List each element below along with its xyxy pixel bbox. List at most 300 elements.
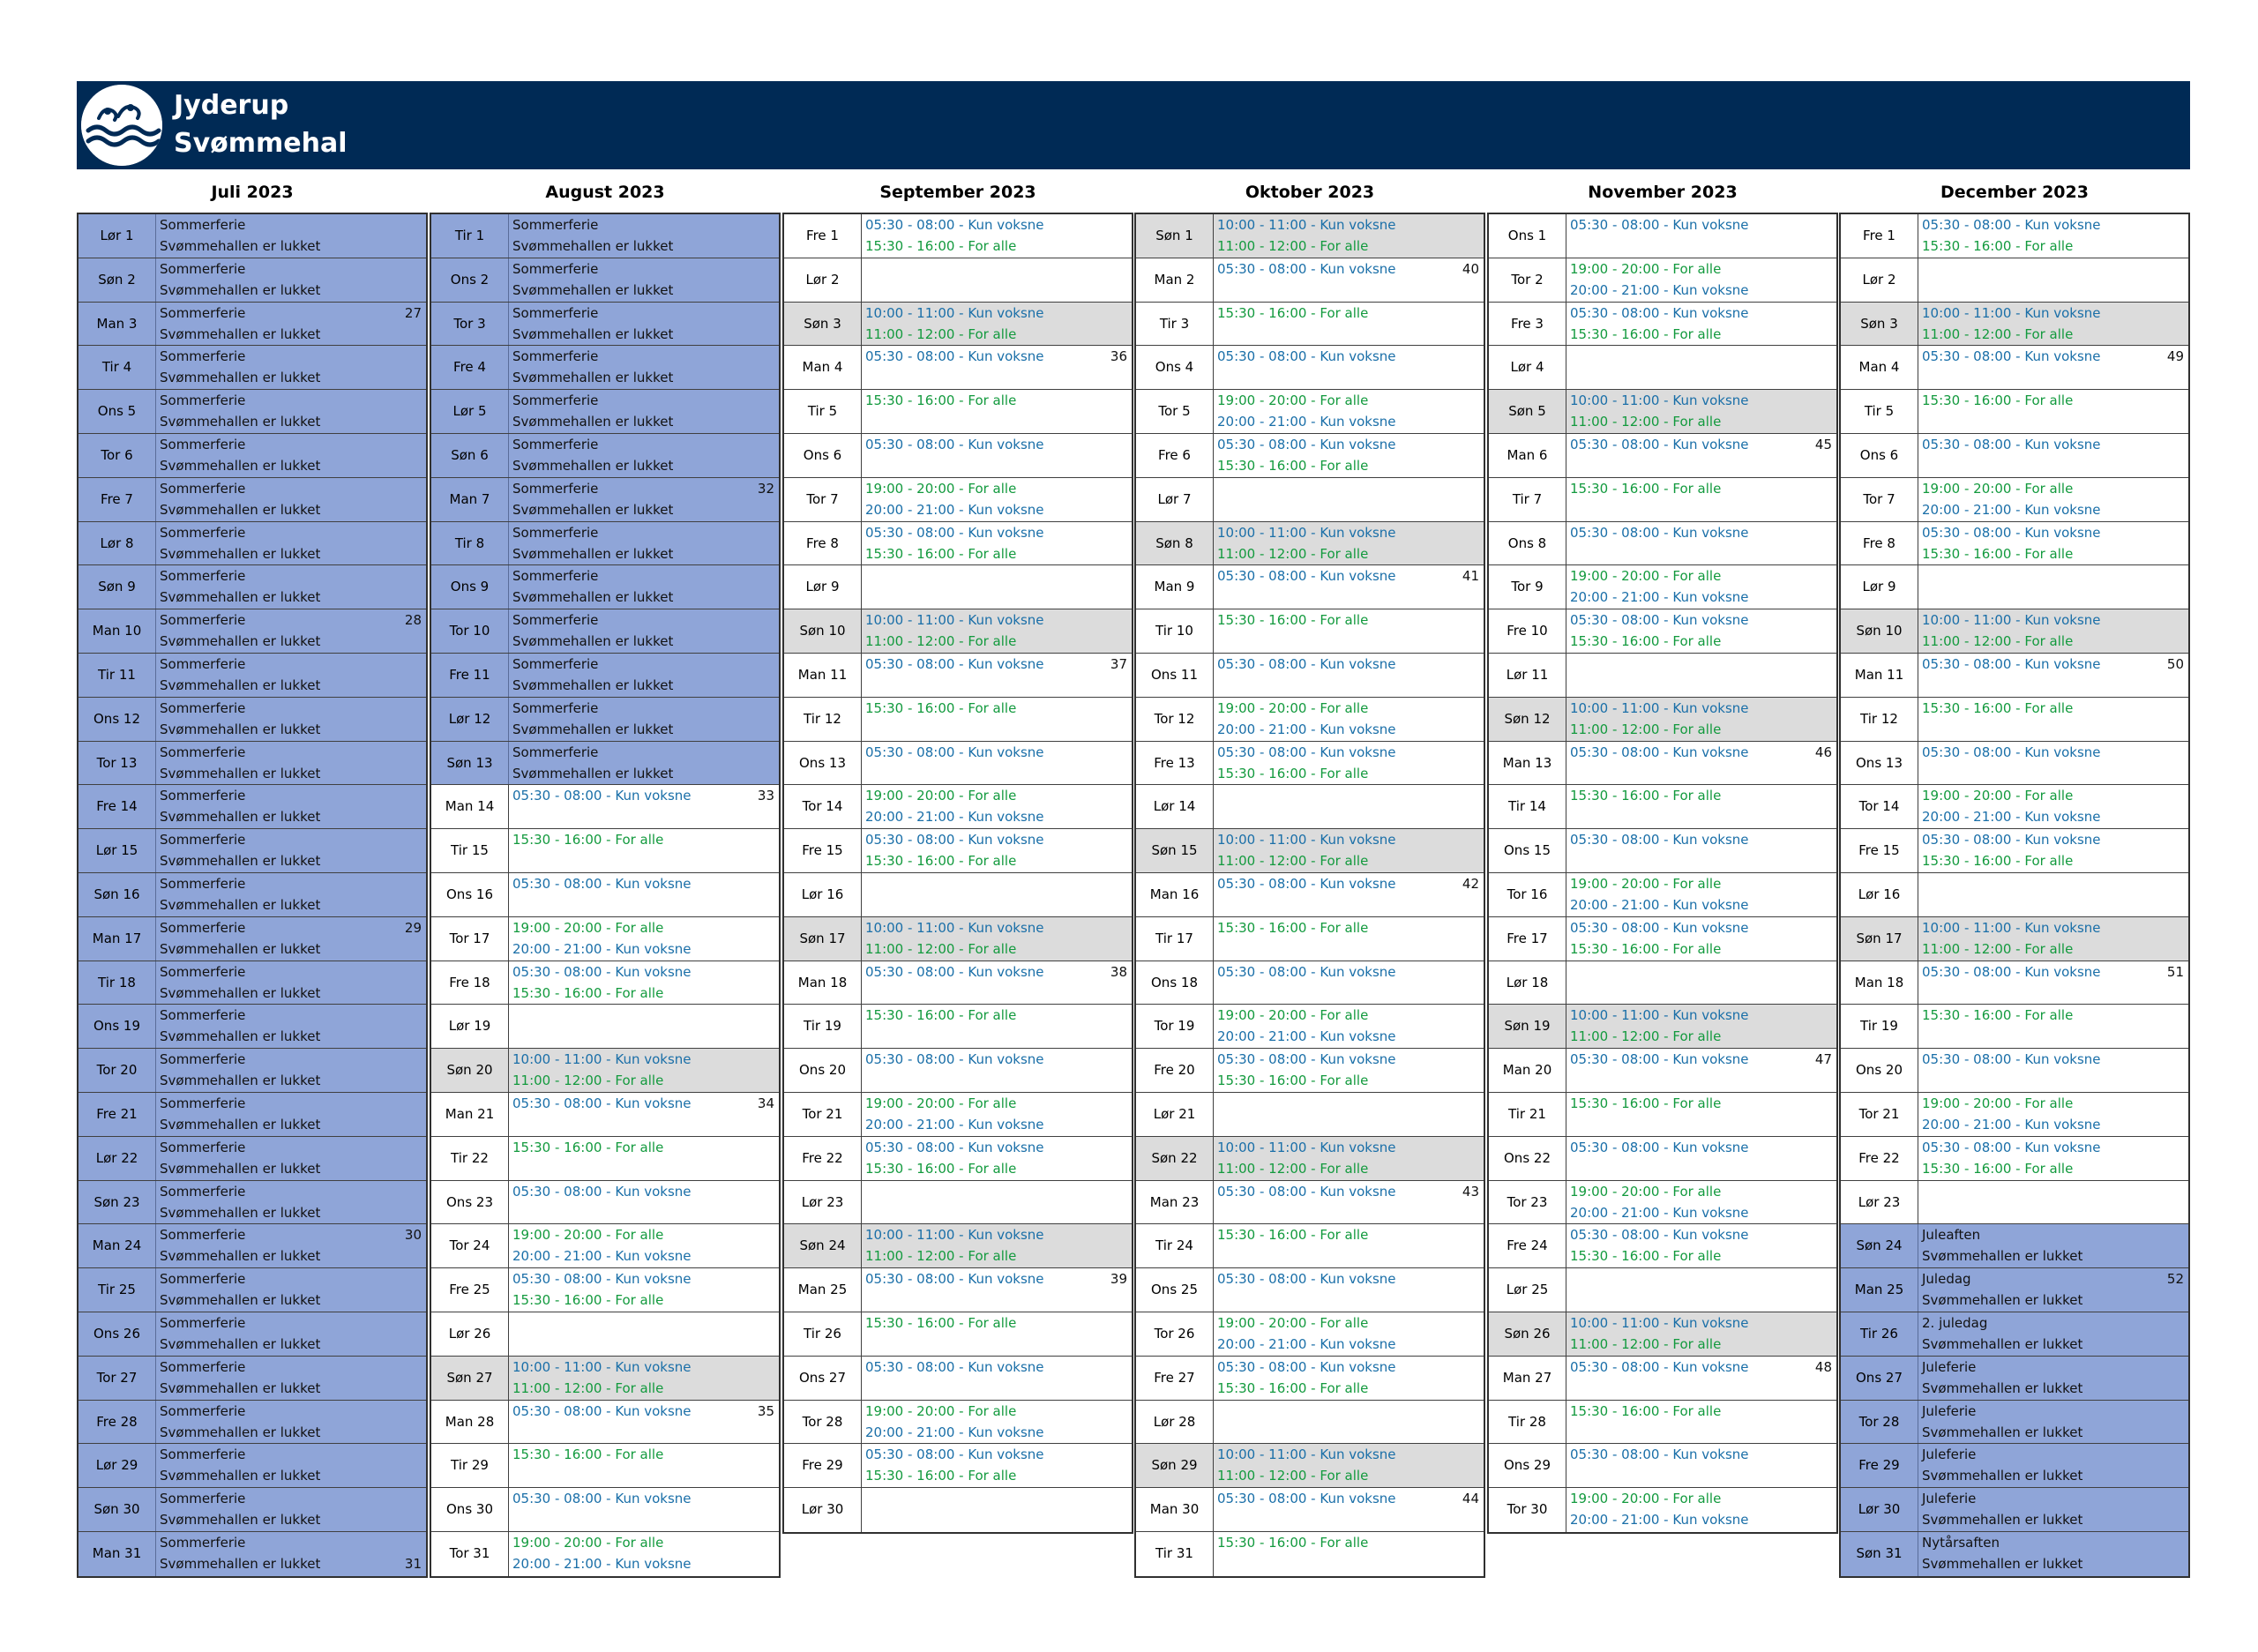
day-row <box>79 1224 426 1268</box>
day-row <box>784 1137 1132 1181</box>
schedule-line-2: 20:00 - 21:00 - Kun voksne <box>1217 414 1396 430</box>
schedule-line-2: Svømmehallen er lukket <box>512 457 674 474</box>
schedule-line-1: 10:00 - 11:00 - Kun voksne <box>1570 392 1749 409</box>
day-schedule <box>509 1488 779 1531</box>
schedule-line-2: Svømmehallen er lukket <box>1922 1248 2083 1265</box>
day-label: Lør 26 <box>431 1312 509 1356</box>
day-label: Tir 4 <box>79 346 156 389</box>
day-label: Ons 16 <box>431 873 509 916</box>
week-number: 48 <box>1814 1358 1832 1375</box>
schedule-line-2: Svømmehallen er lukket <box>512 589 674 606</box>
day-schedule <box>156 1093 426 1136</box>
day-row <box>431 434 779 478</box>
day-row <box>1136 303 1484 347</box>
schedule-line-2: 15:30 - 16:00 - For alle <box>1570 1248 1722 1265</box>
day-row <box>1841 434 2188 478</box>
day-schedule <box>509 1093 779 1136</box>
schedule-line-1: 05:30 - 08:00 - Kun voksne <box>512 1402 692 1419</box>
schedule-line-1: 05:30 - 08:00 - Kun voksne <box>865 1139 1044 1155</box>
week-number: 44 <box>1462 1491 1479 1507</box>
week-number: 33 <box>757 788 774 804</box>
day-row <box>784 522 1132 566</box>
day-schedule <box>1566 698 1836 741</box>
day-row <box>79 1137 426 1181</box>
day-label: Tir 18 <box>79 961 156 1005</box>
day-schedule <box>862 1049 1132 1092</box>
day-label: Tir 3 <box>1136 303 1214 346</box>
schedule-line-1: 05:30 - 08:00 - Kun voksne <box>1217 655 1396 672</box>
schedule-line-1: Sommerferie <box>512 524 599 541</box>
schedule-line-2: Svømmehallen er lukket <box>160 1555 321 1572</box>
schedule-line-2: Svømmehallen er lukket <box>512 325 674 342</box>
day-schedule <box>1566 654 1836 697</box>
day-row <box>79 609 426 654</box>
day-label: Søn 15 <box>1136 829 1214 872</box>
day-label: Tir 17 <box>1136 917 1214 961</box>
schedule-line-2: 15:30 - 16:00 - For alle <box>1217 457 1369 474</box>
schedule-line-2: Svømmehallen er lukket <box>160 896 321 913</box>
day-row <box>1136 1532 1484 1576</box>
day-row <box>79 829 426 873</box>
day-label: Tor 30 <box>1489 1488 1566 1532</box>
day-row <box>431 214 779 258</box>
day-label: Fre 6 <box>1136 434 1214 477</box>
day-label: Søn 31 <box>1841 1532 1918 1576</box>
day-row <box>1841 1444 2188 1488</box>
day-label: Søn 10 <box>1841 609 1918 653</box>
day-label: Tor 7 <box>1841 478 1918 521</box>
day-row <box>784 1401 1132 1445</box>
schedule-line-1: Sommerferie <box>160 217 246 233</box>
schedule-line-2: 11:00 - 12:00 - For alle <box>1217 1468 1369 1484</box>
day-schedule <box>1918 565 2188 609</box>
day-schedule <box>862 1093 1132 1136</box>
day-schedule <box>1918 1049 2188 1092</box>
day-label: Tir 12 <box>1841 698 1918 741</box>
day-row <box>1136 258 1484 303</box>
day-schedule <box>1566 1137 1836 1180</box>
day-label: Fre 8 <box>1841 522 1918 565</box>
day-label: Ons 20 <box>784 1049 862 1092</box>
week-number: 46 <box>1814 744 1832 760</box>
day-schedule <box>509 434 779 477</box>
day-label: Man 20 <box>1489 1049 1566 1092</box>
day-label: Tor 6 <box>79 434 156 477</box>
day-label: Man 11 <box>784 654 862 697</box>
day-schedule <box>156 1137 426 1180</box>
day-row <box>1136 434 1484 478</box>
schedule-line-1: 15:30 - 16:00 - For alle <box>512 1139 664 1155</box>
schedule-line-2: Svømmehallen er lukket <box>160 1292 321 1309</box>
day-label: Man 17 <box>79 917 156 961</box>
schedule-line-2: 15:30 - 16:00 - For alle <box>512 984 664 1001</box>
week-number: 41 <box>1462 568 1479 585</box>
day-schedule <box>1214 1181 1484 1224</box>
day-schedule <box>862 1005 1132 1048</box>
schedule-line-1: 05:30 - 08:00 - Kun voksne <box>512 788 692 804</box>
day-schedule <box>1918 609 2188 653</box>
schedule-line-2: Svømmehallen er lukket <box>1922 1555 2083 1572</box>
day-label: Lør 7 <box>1136 478 1214 521</box>
day-row <box>784 1312 1132 1357</box>
day-schedule <box>1918 303 2188 346</box>
day-schedule <box>1566 917 1836 961</box>
day-schedule <box>1214 961 1484 1005</box>
day-schedule <box>1214 258 1484 302</box>
day-label: Ons 23 <box>431 1181 509 1224</box>
day-row <box>431 829 779 873</box>
day-schedule <box>509 1532 779 1576</box>
day-row <box>1841 1224 2188 1268</box>
week-number: 42 <box>1462 875 1479 892</box>
day-row <box>79 1049 426 1093</box>
schedule-line-2: 11:00 - 12:00 - For alle <box>1922 940 2074 957</box>
day-row <box>431 698 779 742</box>
schedule-line-2: 15:30 - 16:00 - For alle <box>865 853 1017 870</box>
day-schedule <box>862 434 1132 477</box>
schedule-line-2: Svømmehallen er lukket <box>512 501 674 518</box>
schedule-line-1: 05:30 - 08:00 - Kun voksne <box>865 963 1044 980</box>
day-schedule <box>1214 1532 1484 1576</box>
week-number: 27 <box>404 304 422 321</box>
schedule-line-2: 11:00 - 12:00 - For alle <box>1922 633 2074 650</box>
day-schedule <box>156 742 426 785</box>
day-label: Lør 23 <box>784 1181 862 1224</box>
day-row <box>784 565 1132 609</box>
month-column <box>782 213 1133 1534</box>
day-schedule <box>862 654 1132 697</box>
day-schedule <box>1918 522 2188 565</box>
day-row <box>1489 1444 1836 1488</box>
day-schedule <box>509 1005 779 1048</box>
day-schedule <box>862 742 1132 785</box>
day-schedule <box>1566 1049 1836 1092</box>
day-schedule <box>509 1268 779 1312</box>
day-schedule <box>156 873 426 916</box>
month-header: November 2023 <box>1588 183 1738 202</box>
week-number: 51 <box>2166 963 2184 980</box>
schedule-line-1: Sommerferie <box>160 304 246 321</box>
day-schedule <box>1214 873 1484 916</box>
schedule-line-1: 15:30 - 16:00 - For alle <box>1217 304 1369 321</box>
schedule-line-1: 10:00 - 11:00 - Kun voksne <box>1570 1007 1749 1024</box>
day-row <box>431 1357 779 1401</box>
schedule-line-2: Svømmehallen er lukket <box>160 765 321 781</box>
schedule-line-1: 05:30 - 08:00 - Kun voksne <box>1922 832 2101 848</box>
day-schedule <box>509 742 779 785</box>
day-row <box>1489 258 1836 303</box>
schedule-line-1: Sommerferie <box>160 1446 246 1463</box>
schedule-line-1: 05:30 - 08:00 - Kun voksne <box>865 436 1044 452</box>
day-schedule <box>1918 1401 2188 1444</box>
day-schedule <box>509 390 779 433</box>
day-row <box>1489 1005 1836 1049</box>
day-label: Ons 5 <box>79 390 156 433</box>
schedule-line-1: 05:30 - 08:00 - Kun voksne <box>512 1095 692 1111</box>
day-schedule <box>862 565 1132 609</box>
schedule-line-1: 05:30 - 08:00 - Kun voksne <box>865 1358 1044 1375</box>
day-schedule <box>1918 346 2188 389</box>
title-line-1: Jyderup <box>174 90 289 121</box>
day-row <box>1841 1005 2188 1049</box>
day-row <box>79 1357 426 1401</box>
schedule-line-2: 15:30 - 16:00 - For alle <box>1922 238 2074 254</box>
schedule-line-2: Svømmehallen er lukket <box>512 370 674 386</box>
day-schedule <box>509 917 779 961</box>
day-schedule <box>156 1005 426 1048</box>
schedule-line-2: Svømmehallen er lukket <box>512 721 674 737</box>
day-row <box>784 390 1132 434</box>
schedule-line-2: Svømmehallen er lukket <box>160 281 321 298</box>
schedule-line-2: 20:00 - 21:00 - Kun voksne <box>1570 589 1749 606</box>
schedule-line-1: Sommerferie <box>160 392 246 409</box>
day-schedule <box>1214 1093 1484 1136</box>
day-row <box>1841 214 2188 258</box>
day-row <box>1489 1312 1836 1357</box>
day-label: Man 28 <box>431 1401 509 1444</box>
day-schedule <box>156 1532 426 1576</box>
day-label: Søn 24 <box>784 1224 862 1267</box>
day-schedule <box>1214 917 1484 961</box>
day-label: Tor 26 <box>1136 1312 1214 1356</box>
day-row <box>1136 1444 1484 1488</box>
schedule-line-2: 11:00 - 12:00 - For alle <box>512 1379 664 1396</box>
week-number: 32 <box>757 480 774 497</box>
day-label: Søn 17 <box>1841 917 1918 961</box>
schedule-line-2: 20:00 - 21:00 - Kun voksne <box>1217 1028 1396 1045</box>
schedule-line-1: Sommerferie <box>160 260 246 277</box>
day-schedule <box>1214 1005 1484 1048</box>
day-label: Fre 21 <box>79 1093 156 1136</box>
day-schedule <box>1918 654 2188 697</box>
day-schedule <box>509 303 779 346</box>
day-label: Man 4 <box>1841 346 1918 389</box>
day-schedule <box>156 1401 426 1444</box>
day-schedule <box>509 1137 779 1180</box>
day-schedule <box>862 258 1132 302</box>
day-schedule <box>1918 742 2188 785</box>
day-schedule <box>1214 1049 1484 1092</box>
day-row <box>784 609 1132 654</box>
schedule-line-1: 05:30 - 08:00 - Kun voksne <box>1922 744 2101 760</box>
day-schedule <box>1918 1488 2188 1531</box>
schedule-line-1: 15:30 - 16:00 - For alle <box>1570 788 1722 804</box>
day-row <box>1489 1181 1836 1225</box>
day-schedule <box>1918 1093 2188 1136</box>
schedule-line-2: Svømmehallen er lukket <box>160 589 321 606</box>
schedule-line-1: 05:30 - 08:00 - Kun voksne <box>512 963 692 980</box>
day-label: Tor 21 <box>1841 1093 1918 1136</box>
day-label: Tor 13 <box>79 742 156 785</box>
schedule-line-2: Svømmehallen er lukket <box>1922 1424 2083 1440</box>
schedule-line-2: 11:00 - 12:00 - For alle <box>1570 1028 1722 1045</box>
schedule-line-1: 05:30 - 08:00 - Kun voksne <box>1217 875 1396 892</box>
day-label: Tor 19 <box>1136 1005 1214 1048</box>
day-label: Tor 16 <box>1489 873 1566 916</box>
day-schedule <box>1214 478 1484 521</box>
day-label: Tor 9 <box>1489 565 1566 609</box>
day-row <box>1136 829 1484 873</box>
day-label: Ons 6 <box>784 434 862 477</box>
schedule-line-2: 15:30 - 16:00 - For alle <box>1922 1160 2074 1177</box>
schedule-line-1: 15:30 - 16:00 - For alle <box>1922 1007 2074 1024</box>
day-row <box>1136 1224 1484 1268</box>
week-number: 40 <box>1462 260 1479 277</box>
day-label: Søn 5 <box>1489 390 1566 433</box>
schedule-line-1: 05:30 - 08:00 - Kun voksne <box>1217 1183 1396 1200</box>
day-label: Tor 3 <box>431 303 509 346</box>
day-label: Tir 24 <box>1136 1224 1214 1267</box>
schedule-line-1: 15:30 - 16:00 - For alle <box>1570 1402 1722 1419</box>
day-schedule <box>862 1357 1132 1400</box>
schedule-line-2: 15:30 - 16:00 - For alle <box>1217 1379 1369 1396</box>
schedule-line-1: Sommerferie <box>160 1534 246 1551</box>
day-label: Lør 16 <box>1841 873 1918 916</box>
day-row <box>1136 1049 1484 1093</box>
day-label: Tir 19 <box>1841 1005 1918 1048</box>
day-schedule <box>862 785 1132 828</box>
day-row <box>1841 1312 2188 1357</box>
schedule-line-2: 11:00 - 12:00 - For alle <box>1922 325 2074 342</box>
day-label: Ons 26 <box>79 1312 156 1356</box>
day-label: Lør 23 <box>1841 1181 1918 1224</box>
day-row <box>79 1181 426 1225</box>
day-row <box>1489 1093 1836 1137</box>
day-label: Fre 15 <box>1841 829 1918 872</box>
day-label: Tir 14 <box>1489 785 1566 828</box>
day-row <box>1841 1049 2188 1093</box>
day-schedule <box>862 1401 1132 1444</box>
day-label: Fre 11 <box>431 654 509 697</box>
schedule-line-2: 20:00 - 21:00 - Kun voksne <box>1570 896 1749 913</box>
day-row <box>1136 1005 1484 1049</box>
day-label: Søn 23 <box>79 1181 156 1224</box>
schedule-line-1: 05:30 - 08:00 - Kun voksne <box>1217 568 1396 585</box>
day-row <box>79 258 426 303</box>
day-row <box>1489 390 1836 434</box>
day-schedule <box>156 698 426 741</box>
day-row <box>79 565 426 609</box>
schedule-line-2: Svømmehallen er lukket <box>160 1204 321 1221</box>
schedule-line-1: 05:30 - 08:00 - Kun voksne <box>865 348 1044 365</box>
day-row <box>1841 654 2188 698</box>
schedule-line-1: 05:30 - 08:00 - Kun voksne <box>1570 1051 1749 1068</box>
month-header: December 2023 <box>1940 183 2089 202</box>
day-label: Man 7 <box>431 478 509 521</box>
day-label: Søn 19 <box>1489 1005 1566 1048</box>
day-schedule <box>1566 1268 1836 1312</box>
day-label: Fre 14 <box>79 785 156 828</box>
schedule-line-1: Juleferie <box>1922 1358 1977 1375</box>
day-row <box>431 1224 779 1268</box>
schedule-line-1: 05:30 - 08:00 - Kun voksne <box>512 875 692 892</box>
day-row <box>1841 303 2188 347</box>
schedule-line-2: 11:00 - 12:00 - For alle <box>1217 238 1369 254</box>
day-schedule <box>1918 1357 2188 1400</box>
schedule-line-1: 15:30 - 16:00 - For alle <box>1570 1095 1722 1111</box>
day-schedule <box>1918 1224 2188 1267</box>
day-label: Ons 15 <box>1489 829 1566 872</box>
day-schedule <box>156 917 426 961</box>
schedule-line-1: 10:00 - 11:00 - Kun voksne <box>1217 1139 1396 1155</box>
schedule-line-1: 05:30 - 08:00 - Kun voksne <box>1217 1491 1396 1507</box>
day-label: Tor 31 <box>431 1532 509 1576</box>
schedule-line-2: 15:30 - 16:00 - For alle <box>1922 853 2074 870</box>
day-schedule <box>862 1444 1132 1487</box>
schedule-line-2: Svømmehallen er lukket <box>160 984 321 1001</box>
day-row <box>1136 1312 1484 1357</box>
day-schedule <box>156 785 426 828</box>
schedule-line-2: 20:00 - 21:00 - Kun voksne <box>1217 1335 1396 1352</box>
day-label: Søn 10 <box>784 609 862 653</box>
day-schedule <box>156 1224 426 1267</box>
day-row <box>784 742 1132 786</box>
day-schedule <box>1566 961 1836 1005</box>
schedule-line-1: Juleferie <box>1922 1491 1977 1507</box>
schedule-line-2: 11:00 - 12:00 - For alle <box>865 325 1017 342</box>
day-row <box>784 303 1132 347</box>
day-schedule <box>1566 1444 1836 1487</box>
schedule-line-1: Sommerferie <box>160 1095 246 1111</box>
day-schedule <box>862 390 1132 433</box>
schedule-line-1: 05:30 - 08:00 - Kun voksne <box>1922 436 2101 452</box>
day-schedule <box>862 698 1132 741</box>
day-schedule <box>156 390 426 433</box>
day-schedule <box>1566 1005 1836 1048</box>
day-label: Søn 9 <box>79 565 156 609</box>
schedule-line-1: 15:30 - 16:00 - For alle <box>1217 1227 1369 1244</box>
day-schedule <box>156 346 426 389</box>
day-row <box>1489 1268 1836 1312</box>
schedule-line-1: 15:30 - 16:00 - For alle <box>1922 699 2074 716</box>
day-row <box>431 1401 779 1445</box>
schedule-line-2: 11:00 - 12:00 - For alle <box>865 940 1017 957</box>
schedule-line-1: 15:30 - 16:00 - For alle <box>865 1314 1017 1331</box>
month-column <box>430 213 781 1578</box>
schedule-line-1: 15:30 - 16:00 - For alle <box>512 1446 664 1463</box>
day-label: Lør 9 <box>1841 565 1918 609</box>
schedule-line-1: 05:30 - 08:00 - Kun voksne <box>865 744 1044 760</box>
schedule-line-2: Svømmehallen er lukket <box>160 325 321 342</box>
day-row <box>784 1268 1132 1312</box>
day-row <box>431 303 779 347</box>
week-number: 39 <box>1110 1271 1127 1288</box>
day-label: Tir 21 <box>1489 1093 1566 1136</box>
day-row <box>79 303 426 347</box>
day-schedule <box>1566 303 1836 346</box>
day-row <box>1136 1181 1484 1225</box>
day-label: Fre 18 <box>431 961 509 1005</box>
day-row <box>1841 873 2188 917</box>
day-schedule <box>862 609 1132 653</box>
day-row <box>1841 1488 2188 1532</box>
day-schedule <box>1566 1357 1836 1400</box>
day-schedule <box>862 873 1132 916</box>
day-label: Lør 22 <box>79 1137 156 1180</box>
day-schedule <box>156 1181 426 1224</box>
schedule-line-1: Juledag <box>1922 1271 1971 1288</box>
day-label: Man 27 <box>1489 1357 1566 1400</box>
schedule-line-2: Svømmehallen er lukket <box>1922 1468 2083 1484</box>
day-row <box>1841 390 2188 434</box>
schedule-line-1: 05:30 - 08:00 - Kun voksne <box>1217 260 1396 277</box>
day-row <box>1489 434 1836 478</box>
day-schedule <box>1566 522 1836 565</box>
day-row <box>1841 961 2188 1005</box>
day-schedule <box>1214 785 1484 828</box>
schedule-line-1: 19:00 - 20:00 - For alle <box>512 1227 664 1244</box>
day-schedule <box>509 654 779 697</box>
